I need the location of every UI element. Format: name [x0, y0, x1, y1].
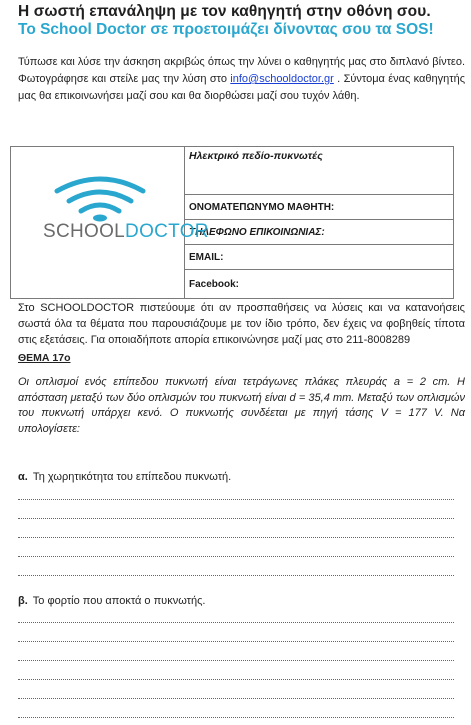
answer-line[interactable]	[18, 717, 454, 718]
topic-field: Ηλεκτρικό πεδίο-πυκνωτές	[185, 147, 454, 195]
wifi-signal-icon	[43, 173, 163, 223]
answer-line[interactable]	[18, 537, 454, 538]
email-link[interactable]: info@schooldoctor.gr	[230, 73, 334, 85]
intro-text-before: Τύπωσε και λύσε την άσκηση ακριβώς όπως την λύνει ο καθηγητής μας στο διπλανό βίντεο. Φωτογράφησε και στείλε μας την λύση στο	[18, 56, 465, 85]
student-info-card	[10, 146, 454, 299]
question-text: Το φορτίο που αποκτά ο πυκνωτής.	[32, 595, 206, 607]
facebook-field[interactable]: Facebook:	[185, 270, 454, 299]
question-label: α.	[18, 471, 28, 483]
question-b	[18, 595, 205, 607]
header-subtitle: Το School Doctor σε προετοιμάζει δίνοντας σου τα SOS!	[18, 21, 434, 38]
question-label: β.	[18, 595, 28, 607]
topic-heading: ΘΕΜΑ 17ο	[18, 352, 71, 364]
intro-text-after: . Σύντομα ένας καθηγητής μας θα επικοινωνήσει μαζί σου και θα διορθώσει μαζί σου τυχόν λάθη.	[18, 73, 465, 102]
question-a	[18, 471, 231, 483]
logo-doctor: DOCTOR	[125, 220, 209, 242]
question-text: Τη χωρητικότητα του επίπεδου πυκνωτή.	[32, 471, 232, 483]
answer-line[interactable]	[18, 575, 454, 576]
answer-line[interactable]	[18, 622, 454, 623]
info-paragraph: Στο SCHOOLDOCTOR πιστεύουμε ότι αν προσπαθήσεις να λύσεις και να κατανοήσεις σωστά όλα τα θέματα που παρουσιάζουμε με τον ίδιο τρόπο, δεν έχεις να φοβηθείς τίποτα στις εξετάσεις. Για οποιαδήποτε απορία επικοινώνησε μαζί μας στο 211-8008289	[18, 302, 465, 346]
problem-statement: Οι οπλισμοί ενός επίπεδου πυκνωτή είναι τετράγωνες πλάκες πλευράς a = 2 cm. Η απόσταση μεταξύ των δύο οπλισμών του πυκνωτή είναι d = 35,4 mm. Μεταξύ των οπλισμών του πυκνωτή υπάρχει κενό. Ο πυκνωτής συνδέεται με πηγή τάσης V = 177 V. Να υπολογίσετε:	[18, 376, 465, 435]
answer-line[interactable]	[18, 518, 454, 519]
answer-line[interactable]	[18, 556, 454, 557]
email-field[interactable]: EMAIL:	[185, 245, 454, 270]
intro-text	[18, 54, 465, 105]
logo-wordmark	[43, 221, 209, 243]
answer-line[interactable]	[18, 698, 454, 699]
answer-line[interactable]	[18, 641, 454, 642]
logo-school: SCHOOL	[43, 220, 126, 242]
phone-field[interactable]: ΤΗΛΕΦΩΝΟ ΕΠΙΚΟΙΝΩΝΙΑΣ:	[185, 220, 454, 245]
student-name-field[interactable]: ΟΝΟΜΑΤΕΠΩΝΥΜΟ ΜΑΘΗΤΗ:	[185, 195, 454, 220]
answer-line[interactable]	[18, 499, 454, 500]
answer-line[interactable]	[18, 660, 454, 661]
header-title: Η σωστή επανάληψη με τον καθηγητή στην οθόνη σου.	[18, 3, 431, 20]
answer-line[interactable]	[18, 679, 454, 680]
